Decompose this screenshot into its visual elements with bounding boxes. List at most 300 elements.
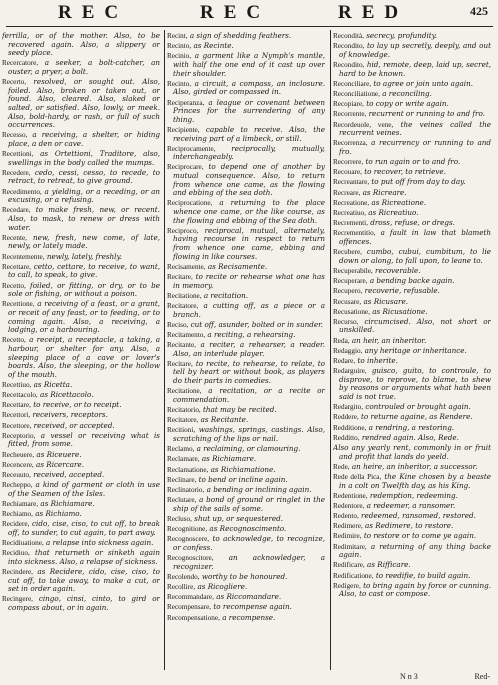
entry-headword: Rede, bbox=[333, 462, 350, 471]
entry-definition: to copy or write again. bbox=[366, 99, 449, 109]
entry-definition: cingo, cinsi, cinto, to gird or compass about, or in again. bbox=[8, 594, 160, 613]
entry-definition: recurrent or running to and fro. bbox=[368, 109, 485, 119]
entry-headword: Recrementitio, bbox=[333, 229, 376, 238]
dictionary-entry bbox=[167, 535, 325, 552]
entry-headword: Redento, bbox=[333, 512, 359, 521]
entry-headword: Recondito, bbox=[333, 42, 365, 51]
dictionary-entry bbox=[2, 59, 160, 76]
entry-definition: as Ricogliere. bbox=[197, 582, 248, 592]
entry-headword: Recopiare, bbox=[333, 100, 364, 109]
entry-definition: as Rifficare. bbox=[367, 560, 411, 570]
dictionary-entry bbox=[167, 227, 325, 261]
entry-headword: Recusatione, bbox=[333, 307, 370, 316]
entry-definition: to bring again by force or cunning. Also, to cast or compose. bbox=[339, 580, 491, 599]
entry-definition: resolved, or sought out. Also, foiled. Also, broken or taken out, or found. Also, cleared. Also, slaked or salted, or satisfied. Also, lowly, or meek. Also, bold-hardy, or rash, or full of such occurrences. bbox=[8, 77, 160, 130]
entry-headword: Recitante, bbox=[167, 341, 196, 350]
dictionary-entry bbox=[167, 199, 325, 225]
entry-headword: Recettare, bbox=[2, 401, 31, 410]
dictionary-entry bbox=[167, 525, 325, 534]
dictionary-entry bbox=[333, 61, 491, 78]
dictionary-entry bbox=[2, 206, 160, 232]
entry-headword: Reciprocare, bbox=[167, 163, 204, 172]
entry-headword: Recint, bbox=[167, 32, 188, 40]
entry-headword: Recitare, bbox=[167, 359, 193, 368]
entry-headword: Recouare, bbox=[333, 168, 362, 177]
dictionary-entry bbox=[333, 473, 491, 490]
dictionary-entry bbox=[333, 229, 491, 246]
entry-definition: a seeker, a bolt-catcher, an ouster, a pryer, a bolt. bbox=[8, 58, 160, 76]
entry-headword: Recinto, bbox=[167, 79, 192, 88]
entry-headword: Recitatione, bbox=[167, 387, 202, 396]
dictionary-entry bbox=[167, 515, 325, 524]
entry-definition: a cutting off, as a piece or a branch. bbox=[173, 300, 325, 319]
dictionary-entry bbox=[333, 434, 491, 443]
dictionary-entry bbox=[2, 381, 160, 390]
entry-headword: Recedere, bbox=[2, 168, 31, 177]
entry-headword: Recondità, bbox=[333, 32, 364, 40]
entry-headword: Recipiente, bbox=[167, 125, 200, 134]
entry-definition: as Riccomandare. bbox=[216, 592, 282, 602]
dictionary-entry bbox=[167, 341, 325, 358]
entry-headword: Redare, bbox=[333, 357, 356, 366]
entry-headword: Recitioni, bbox=[167, 426, 196, 435]
entry-headword: Redimire, bbox=[333, 532, 362, 541]
entry-definition: a recompense. bbox=[222, 612, 276, 622]
entry-headword: Recidere, bbox=[2, 520, 30, 529]
entry-definition: as Ricusatione. bbox=[372, 306, 428, 316]
entry-headword: Redarguire, bbox=[333, 367, 367, 376]
entry-definition: a reclaiming, or clamouring. bbox=[196, 444, 301, 454]
entry-definition: a recurrency or running to and fro. bbox=[339, 138, 491, 156]
entry-definition: to inherite. bbox=[357, 356, 398, 366]
header-right-word: RED bbox=[338, 2, 409, 23]
entry-headword: Reclinare, bbox=[167, 475, 197, 484]
entry-definition: a garment like a Nymph's mantle, with half the one end of it cast up over their shoulder. bbox=[173, 51, 325, 78]
entry-definition: as Richiamare. bbox=[201, 454, 257, 464]
entry-headword: Rede della Pica, bbox=[333, 472, 382, 481]
entry-headword: Recitamento, bbox=[167, 330, 206, 339]
entry-definition: as Ricettacolo. bbox=[40, 390, 94, 400]
entry-headword: Recente, bbox=[2, 233, 27, 242]
entry-definition: dross, refuse, or dregs. bbox=[370, 218, 455, 228]
entry-definition: the Kine chosen by a beaste in a colt on Twelfth day, as his King. bbox=[339, 471, 491, 490]
entry-definition: to receive, or to receipt. bbox=[33, 400, 122, 410]
dictionary-entry bbox=[2, 32, 160, 58]
entry-headword: Recettacolo, bbox=[2, 391, 38, 400]
dictionary-entry bbox=[167, 476, 325, 485]
entry-definition: a bond of ground or ringlet in the ship of the sails of some. bbox=[173, 495, 325, 513]
dictionary-entry bbox=[333, 463, 491, 472]
dictionary-entry bbox=[2, 253, 160, 262]
entry-definition: as Richiamare. bbox=[40, 498, 95, 508]
dictionary-entry bbox=[2, 595, 160, 612]
entry-definition: a returning to the place whence one came, or the like course, as the flowing and ebbing of the Sea doth. bbox=[173, 198, 325, 225]
entry-definition: received, or accepted. bbox=[33, 420, 115, 430]
dictionary-entry bbox=[167, 321, 325, 330]
entry-headword: Redditione, bbox=[333, 423, 367, 432]
entry-headword: Reciperanza, bbox=[167, 98, 205, 107]
dictionary-entry bbox=[2, 481, 160, 498]
dictionary-entry bbox=[333, 543, 491, 560]
entry-headword: Recompensare, bbox=[167, 603, 212, 612]
dictionary-entry bbox=[167, 360, 325, 386]
dictionary-entry bbox=[167, 554, 325, 571]
column-2 bbox=[167, 32, 325, 672]
entry-definition: foiled, or fitting, or dry, or to be sole or fishing, or without a poison. bbox=[8, 280, 160, 299]
dictionary-entry bbox=[2, 422, 160, 431]
entry-headword: Reclinatorio, bbox=[167, 485, 205, 494]
dictionary-entry bbox=[333, 178, 491, 187]
dictionary-entry bbox=[167, 292, 325, 301]
dictionary-entry bbox=[167, 32, 325, 41]
page-number: 425 bbox=[470, 4, 488, 18]
entry-headword: Reclutare, bbox=[167, 496, 197, 505]
dictionary-entry bbox=[167, 426, 325, 443]
dictionary-entry bbox=[167, 273, 325, 290]
entry-headword: Recitatione, bbox=[167, 291, 202, 300]
dictionary-entry bbox=[333, 139, 491, 156]
entry-headword: Recedare, bbox=[2, 206, 31, 215]
entry-definition: as Ricusare. bbox=[363, 296, 409, 306]
dictionary-entry bbox=[2, 78, 160, 130]
entry-definition: the veines called the recurrent veines. bbox=[339, 119, 491, 138]
entry-headword: Reciso, bbox=[167, 320, 189, 329]
entry-headword: Recollire, bbox=[167, 583, 196, 592]
entry-definition: a returning of any thing backe again. bbox=[339, 541, 491, 560]
entry-headword: Recettiuo, bbox=[2, 380, 32, 389]
entry-headword: Recreantare, bbox=[333, 178, 370, 187]
entry-headword: Recinto, bbox=[167, 42, 192, 51]
dictionary-entry bbox=[2, 401, 160, 410]
entry-definition: as Recinte. bbox=[193, 41, 234, 51]
dictionary-entry bbox=[333, 492, 491, 501]
entry-headword: Redditto, bbox=[333, 433, 360, 442]
entry-definition: to reedifie, to build again. bbox=[375, 570, 471, 580]
dictionary-entry bbox=[167, 145, 325, 162]
entry-headword: Recognitione, bbox=[167, 525, 208, 534]
entry-definition: as Recisamente. bbox=[207, 261, 268, 271]
dictionary-entry bbox=[333, 347, 491, 356]
entry-headword: Reclamatione, bbox=[167, 465, 209, 474]
dictionary-entry bbox=[167, 455, 325, 464]
dictionary-entry bbox=[167, 573, 325, 582]
entry-definition: as Ricreatiuo. bbox=[368, 208, 419, 217]
entry-headword: Recuperare, bbox=[333, 277, 368, 286]
dictionary-entry bbox=[333, 248, 491, 265]
dictionary-entry bbox=[2, 234, 160, 251]
column-3 bbox=[333, 32, 491, 672]
entry-headword: Redificatione, bbox=[333, 571, 374, 580]
entry-definition: a bending or inclining again. bbox=[206, 484, 312, 494]
entry-definition: as Recidere, cido, cise, ciso, to cut off, to take away, to make a cut, or set in order again. bbox=[8, 567, 160, 594]
entry-definition: an heire, an inheritor, a successor. bbox=[351, 461, 478, 471]
entry-definition: to depend one of another by mutual consequence. Also, to return from whence one came, as the flowing and ebbing of the sea doth. bbox=[173, 162, 325, 198]
entry-headword: Rechiamo, bbox=[2, 510, 33, 519]
entry-definition: circumcised. Also, not short or unskilled. bbox=[339, 316, 491, 335]
dictionary-entry bbox=[333, 32, 491, 41]
entry-headword: Recidiuo, bbox=[2, 549, 30, 558]
entry-definition: secrecy, profundity. bbox=[366, 32, 438, 40]
dictionary-entry bbox=[2, 432, 160, 449]
entry-definition: reciprocal, mutual, alternately, having recourse in respect to return from whence one came, ebbing and flowing in like courses. bbox=[173, 225, 325, 261]
entry-definition: new, fresh, new come, of late, newly, or lately made. bbox=[8, 232, 160, 251]
dictionary-entry bbox=[2, 336, 160, 379]
entry-definition: cetto, cettare, to receive, to want, to call, to speak, to give. bbox=[8, 261, 160, 280]
entry-definition: shut up, or sequestered. bbox=[194, 513, 284, 523]
dictionary-entry bbox=[167, 302, 325, 319]
entry-definition: a bending backe again. bbox=[369, 276, 455, 286]
entry-definition: as Ortettioni, Traditore, also, swellings in the body called the mumps. bbox=[8, 149, 160, 167]
entry-definition: an acknowledger, a recognizer. bbox=[173, 553, 325, 571]
dictionary-entry bbox=[333, 42, 491, 59]
entry-definition: controuled or brought again. bbox=[365, 402, 471, 412]
entry-headword: Recolendo, bbox=[167, 572, 200, 581]
dictionary-entry bbox=[2, 188, 160, 205]
dictionary-entry bbox=[333, 168, 491, 177]
entry-definition: a rendring, a restoring. bbox=[368, 422, 455, 432]
entry-headword: Recingere, bbox=[2, 595, 33, 604]
dictionary-entry bbox=[167, 466, 325, 475]
dictionary-entry bbox=[2, 411, 160, 420]
entry-headword: Recitatore, bbox=[167, 301, 199, 310]
dictionary-entry bbox=[333, 219, 491, 228]
entry-headword: Recorrere, bbox=[333, 158, 364, 167]
dictionary-entry bbox=[167, 496, 325, 513]
dictionary-entry bbox=[333, 367, 491, 401]
entry-definition: guisco, guito, to controule, to disprove, to reprove, to blame, to shew by reasons or arguments what hath been said is not true. bbox=[339, 366, 491, 401]
dictionary-entry bbox=[167, 614, 325, 623]
header-center-word: REC bbox=[200, 2, 271, 23]
dictionary-entry bbox=[333, 522, 491, 531]
entry-headword: Reciprocatione, bbox=[167, 199, 213, 208]
dictionary-entry bbox=[167, 263, 325, 272]
dictionary-entry bbox=[2, 510, 160, 519]
entry-headword: Recercatore, bbox=[2, 59, 39, 68]
entry-definition: a circuit, a compass, an inclosure. Also, girded or compassed in. bbox=[173, 78, 325, 97]
entry-definition: a relapse into sickness again. bbox=[46, 538, 154, 548]
entry-headword: Redimere, bbox=[333, 522, 363, 531]
dictionary-entry bbox=[333, 444, 491, 461]
entry-headword: Recuperabile, bbox=[333, 266, 373, 275]
dictionary-entry bbox=[167, 387, 325, 404]
entry-definition: as Recognoscimento. bbox=[209, 524, 287, 534]
entry-definition: hid, remote, deep, laid up, secret, hard to be known. bbox=[339, 59, 491, 78]
entry-definition: to returne againe, as Rendere. bbox=[361, 412, 473, 422]
entry-definition: any heritage or inheritance. bbox=[364, 345, 467, 355]
entry-headword: Reconciliatione, bbox=[333, 89, 380, 98]
entry-headword: Recordeuole, vene, bbox=[333, 120, 394, 129]
dictionary-entry bbox=[2, 169, 160, 186]
dictionary-entry bbox=[333, 267, 491, 276]
entry-definition: a redeemer, a ransomer. bbox=[366, 500, 456, 510]
entry-headword: Recluso, bbox=[167, 514, 192, 523]
dictionary-entry bbox=[333, 572, 491, 581]
entry-definition: to acknowledge, to recognize, or confess. bbox=[173, 534, 325, 552]
entry-definition: a reciter, a rehearser, a reader. Also, an interlude player. bbox=[173, 340, 325, 358]
entry-definition: as Richiamatione. bbox=[210, 464, 276, 474]
entry-headword: Recondito, bbox=[333, 60, 365, 69]
dictionary-entry bbox=[333, 532, 491, 541]
signature-mark: N n 3 bbox=[400, 672, 418, 681]
entry-headword: Recettioni, bbox=[2, 150, 34, 159]
dictionary-entry bbox=[333, 413, 491, 422]
entry-definition: as Ricreatione. bbox=[371, 197, 427, 207]
dictionary-entry bbox=[2, 131, 160, 148]
entry-definition: to run again or to and fro. bbox=[365, 157, 461, 167]
dictionary-entry bbox=[2, 568, 160, 594]
entry-definition: a fault in law that blameth offences. bbox=[339, 228, 491, 246]
entry-definition: redemption, redeeming. bbox=[369, 490, 458, 500]
dictionary-entry bbox=[2, 461, 160, 470]
dictionary-entry bbox=[333, 403, 491, 412]
dictionary-entry bbox=[167, 52, 325, 78]
entry-definition: a reconciling. bbox=[382, 88, 432, 98]
entry-headword: Reconciliare, bbox=[333, 79, 372, 88]
entry-headword: Reciprocamente, bbox=[167, 144, 216, 153]
entry-headword: Recesso, bbox=[2, 131, 28, 140]
dictionary-entry bbox=[333, 582, 491, 599]
entry-definition: as Riceuere. bbox=[36, 449, 82, 459]
entry-headword: Recencere, bbox=[2, 460, 34, 469]
dictionary-entry bbox=[333, 308, 491, 317]
dictionary-entry bbox=[167, 331, 325, 340]
entry-headword: Recupero, bbox=[333, 287, 363, 296]
entry-headword: Recheuere, bbox=[2, 450, 35, 459]
dictionary-entry bbox=[333, 502, 491, 511]
entry-headword: Recreatione, bbox=[333, 198, 370, 207]
dictionary-entry bbox=[167, 163, 325, 197]
entry-headword: Recommandare, bbox=[167, 593, 214, 602]
entry-definition: to recite or rehearse what one has in memory. bbox=[173, 271, 325, 290]
entry-headword: Redigere, bbox=[333, 581, 361, 590]
entry-headword: Redargito, bbox=[333, 403, 364, 412]
entry-headword: Recubere, bbox=[333, 248, 362, 257]
entry-headword: Reclamo, bbox=[167, 445, 195, 454]
entry-definition: worthy to be honoured. bbox=[201, 571, 288, 581]
entry-definition: to restore or to come ye again. bbox=[363, 531, 477, 541]
column-1 bbox=[2, 32, 160, 672]
entry-headword: Recognoscitore, bbox=[167, 554, 214, 563]
entry-headword: Receptorio, bbox=[2, 431, 36, 440]
dictionary-entry bbox=[333, 337, 491, 346]
entry-definition: as Ricercare. bbox=[36, 459, 84, 469]
dictionary-entry bbox=[2, 549, 160, 566]
entry-definition: as Redimere, to restore. bbox=[365, 521, 454, 531]
entry-headword: Recitatore, bbox=[167, 416, 199, 425]
entry-headword: Recompensatione, bbox=[167, 613, 220, 622]
entry-definition: redeemed, ransomed, restored. bbox=[361, 511, 476, 521]
dictionary-entry bbox=[333, 158, 491, 167]
dictionary-entry bbox=[333, 209, 491, 218]
dictionary-entry bbox=[2, 451, 160, 460]
entry-headword: Recisamente, bbox=[167, 262, 206, 271]
entry-definition: to lay up secretly, deeply, and out of knowledge. bbox=[339, 41, 491, 59]
dictionary-entry bbox=[333, 512, 491, 521]
entry-headword: Recognoscere, bbox=[167, 535, 210, 544]
page-footer bbox=[0, 672, 498, 684]
entry-headword: Recorrenza, bbox=[333, 139, 368, 148]
entry-headword: Receuuto, bbox=[2, 470, 31, 479]
dictionary-entry bbox=[167, 486, 325, 495]
dictionary-entry bbox=[167, 445, 325, 454]
entry-headword: Reclamare, bbox=[167, 455, 200, 464]
entry-definition: cedo, cessi, cesso, to recede, to retract, to retreat, to give ground. bbox=[8, 167, 160, 186]
dictionary-entry bbox=[167, 416, 325, 425]
entry-definition: a receiving, a shelter, or hiding place, a den or cave. bbox=[8, 130, 160, 148]
entry-definition: as Richiamo. bbox=[35, 509, 82, 519]
dictionary-entry bbox=[333, 100, 491, 109]
entry-headword: Recettori, bbox=[2, 411, 31, 420]
entry-definition: as Recitante. bbox=[200, 415, 249, 425]
dictionary-entry bbox=[333, 121, 491, 138]
entry-headword: Recheppo, bbox=[2, 481, 33, 490]
dictionary-entry bbox=[167, 603, 325, 612]
entry-headword: Recreare, bbox=[333, 188, 361, 197]
entry-definition: a receipt, a receptacle, a taking, a harbour, or shelter for any. Also, a sleeping place of a cave or lover's boards. Also, the sleeping, or the hollow of the mouth. bbox=[8, 335, 160, 379]
catchword: Red- bbox=[474, 672, 490, 681]
entry-headword: Recreatiuo, bbox=[333, 209, 366, 217]
entry-headword: Recorrente, bbox=[333, 110, 367, 119]
header-rule bbox=[6, 26, 493, 27]
entry-definition: an heir, an inheritor. bbox=[351, 335, 427, 345]
dictionary-entry bbox=[2, 263, 160, 280]
entry-definition: Also any yearly rent, commonly in or fruit and profit that lands do yeeld. bbox=[333, 442, 491, 461]
entry-headword: Recerto, bbox=[2, 78, 27, 87]
entry-definition: a recitation. bbox=[203, 290, 249, 300]
entry-definition: rendred again. Also, Rede. bbox=[361, 432, 459, 442]
entry-headword: Recidiuatione, bbox=[2, 539, 44, 548]
running-header bbox=[0, 0, 498, 26]
dictionary-entry bbox=[333, 90, 491, 99]
dictionary-entry bbox=[2, 520, 160, 537]
entry-headword: Recetto, bbox=[2, 281, 26, 290]
entry-headword: Recrementi, bbox=[333, 219, 368, 228]
entry-definition: that may be recited. bbox=[203, 405, 277, 415]
entry-headword: Recettione, bbox=[2, 300, 35, 309]
dictionary-entry bbox=[333, 357, 491, 366]
entry-definition: a receiving of a feast, or a grant, or receit of any feast, or to feeding, or to coming again. Also, a receiving, a lodging, or a harbouring. bbox=[8, 299, 160, 335]
entry-definition: to recompense again. bbox=[213, 602, 292, 612]
entry-headword: Redificare, bbox=[333, 561, 365, 570]
dictionary-entry bbox=[333, 110, 491, 119]
entry-headword: Recetto, bbox=[2, 336, 26, 345]
dictionary-entry bbox=[2, 471, 160, 480]
entry-headword: Recusare, bbox=[333, 297, 362, 306]
entry-definition: cumbo, cubui, cumbitum, to lie down or along, to fall upon, to leane to. bbox=[339, 247, 491, 265]
dictionary-entry bbox=[333, 277, 491, 286]
entry-headword: Rechiamare, bbox=[2, 499, 39, 508]
entry-definition: a yielding, or a receding, or an excusing, or a refusing. bbox=[8, 186, 160, 205]
entry-headword: Recettare, bbox=[2, 262, 31, 271]
entry-definition: a league or covenant between Princes for the surrendering of any thing. bbox=[173, 97, 325, 124]
entry-headword: Recindere, bbox=[2, 568, 33, 577]
entry-headword: Recettore, bbox=[2, 421, 32, 430]
dictionary-entry bbox=[167, 42, 325, 51]
entry-definition: as Ricetta. bbox=[33, 379, 73, 389]
column-rule-1 bbox=[164, 30, 165, 670]
entry-headword: Recitatorio, bbox=[167, 406, 201, 415]
entry-definition: to make fresh, new, or recent. Also, to mask, to renew or dress with water. bbox=[8, 205, 160, 232]
dictionary-entry bbox=[167, 99, 325, 125]
entry-headword: Redaggio, bbox=[333, 346, 363, 355]
entry-definition: that returneth or sinketh again into sickness. Also, a relapse of sickness. bbox=[8, 548, 160, 566]
dictionary-entry bbox=[333, 189, 491, 198]
entry-definition: capable to receive. Also, the receiving part of a limbeck, or still. bbox=[173, 124, 325, 143]
entry-definition: received, accepted. bbox=[33, 469, 105, 479]
entry-definition: to recover, to retrieve. bbox=[364, 167, 446, 177]
entry-headword: Recurso, bbox=[333, 317, 359, 326]
dictionary-entry bbox=[167, 583, 325, 592]
